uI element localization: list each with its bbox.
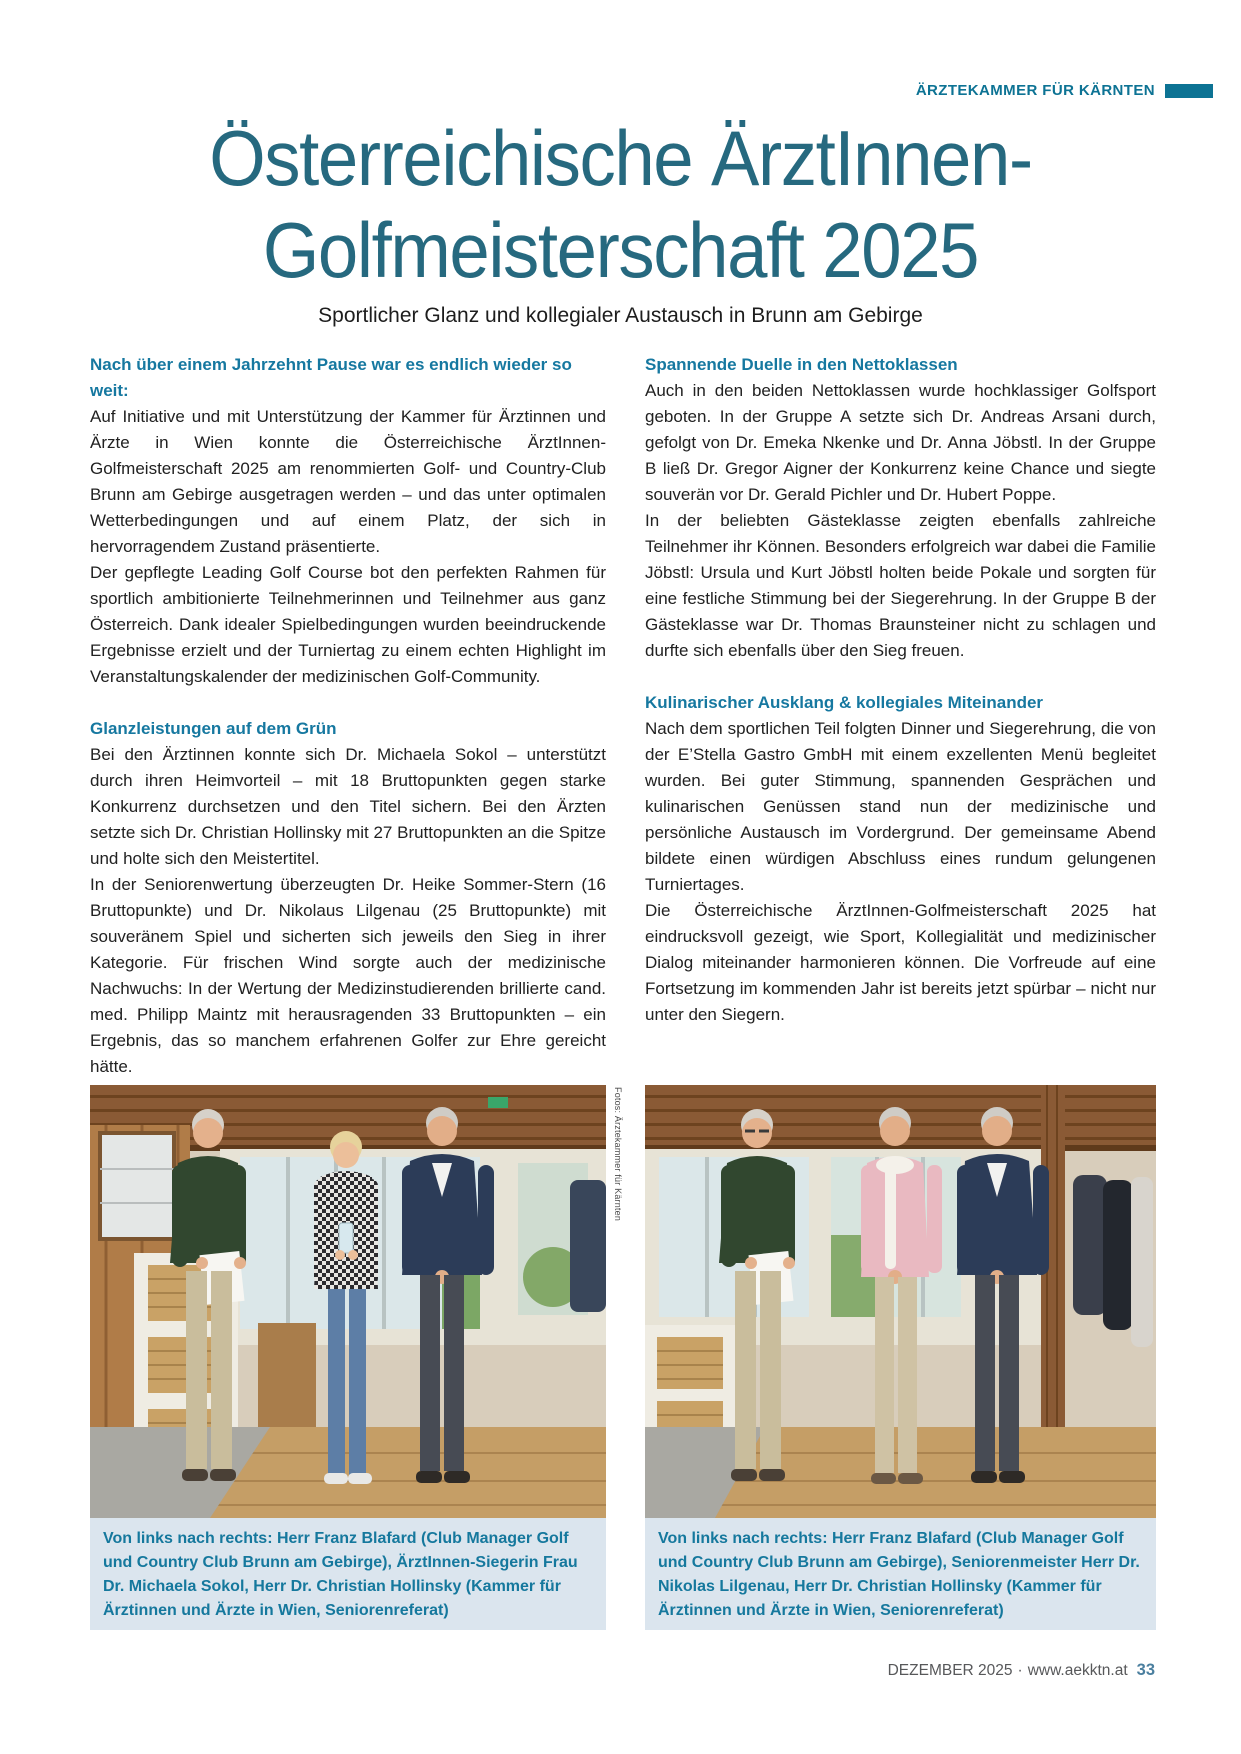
title-line-1: Österreichische ÄrztInnen- [209,114,1032,202]
lede-text: Auf Initiative und mit Unterstützung der Kammer für Ärztinnen und Ärzte in Wien konnte die Österreichische ÄrztInnen-Golfmeisterschaft 2025 am renommierten Golf- und Country-Club Brunn am Gebirge ausgetragen werden – und das unter optimalen Wetterbedingungen und auf einem Platz, der sich in hervorragendem Zustand präsentierte. [90,407,606,556]
caption-right-text: Von links nach rechts: Herr Franz Blafard (Club Manager Golf und Country Club Brunn am Gebirge), Seniorenmeister Herr Dr. Nikolas Lilgenau, Herr Dr. Christian Hollinsky (Kammer für Ärztinnen und Ärzte in Wien, Seniorenreferat) [658,1530,1140,1619]
title-line-2: Golfmeisterschaft 2025 [262,206,979,294]
page-title [43,112,1197,296]
paragraph-nettoklassen: Auch in den beiden Nettoklassen wurde hochklassiger Golfsport geboten. In der Gruppe A setzte sich Dr. Andreas Arsani durch, gefolgt von Dr. Emeka Nkenke und Dr. Anna Jöbstl. In der Gruppe B ließ Dr. Gregor Aigner der Konkurrenz keine Chance und siegte souverän vor Dr. Gerald Pichler und Dr. Hubert Poppe. [645,381,1156,504]
caption-left-box [90,1518,606,1630]
paragraph-golf-course: Der gepflegte Leading Golf Course bot den perfekten Rahmen für sportlich ambitionierte Teilnehmerinnen und Teilnehmer aus ganz Österreich. Dank idealer Spielbedingungen wurden beeindruckende Ergebnisse erzielt und der Turniertag zu einem echten Highlight im Veranstaltungskalender der medizinischen Golf-Community. [90,563,606,686]
left-column [90,352,606,1080]
footer-website: www.aekktn.at [1027,1662,1128,1679]
photo-credit: Fotos: Ärztekammer für Kärnten [613,1087,623,1222]
paragraph-seniorenwertung: In der Seniorenwertung überzeugten Dr. Heike Sommer-Stern (16 Bruttopunkte) und Dr. Nikolaus Lilgenau (25 Bruttopunkte) mit souveränem Spiel und sicherten sich jeweils den Sieg in ihrer Kategorie. Für frischen Wind sorgte auch der medizinische Nachwuchs: In der Wertung der Medizinstudierenden brillierte cand. med. Philipp Maintz mit herausragenden 33 Bruttopunkten – ein Ergebnis, das so manchem erfahrenen Golfer zur Ehre gereicht hätte. [90,875,606,1076]
subtitle: Sportlicher Glanz und kollegialer Austausch in Brunn am Gebirge [318,304,923,327]
paragraph-dinner: Nach dem sportlichen Teil folgten Dinner und Siegerehrung, die von der E’Stella Gastro GmbH mit einem exzellenten Menü begleitet wurden. Bei guter Stimmung, spannenden Gesprächen und kulinarischen Genüssen stand nun der medizinische und persönliche Austausch im Vordergrund. Der gemeinsame Abend bildete einen würdigen Abschluss eines rundum gelungenen Turniertages. [645,719,1156,894]
footer-page-number: 33 [1136,1661,1155,1679]
paragraph-gaesteklasse: In der beliebten Gästeklasse zeigten ebenfalls zahlreiche Teilnehmer ihr Können. Besonders erfolgreich war dabei die Familie Jöbstl: Ursula und Kurt Jöbstl holten beide Pokale und sorgten für eine festliche Stimmung bei der Siegerehrung. In der Gruppe B der Gästeklasse war Dr. Thomas Braunsteiner nicht zu schlagen und durfte sich ebenfalls über den Sieg freuen. [645,511,1156,660]
award-photo-left [90,1085,606,1518]
section-heading-nettoklassen: Spannende Duelle in den Nettoklassen [645,355,958,374]
photo-right-illustration [645,1085,1156,1518]
paragraph-meistertitel: Bei den Ärztinnen konnte sich Dr. Michaela Sokol – unterstützt durch ihren Heimvorteil – mit 18 Bruttopunkten gegen starke Konkurrenz durchsetzen und den Titel sichern. Bei den Ärzten setzte sich Dr. Christian Hollinsky mit 27 Bruttopunkten an die Spitze und holte sich den Meistertitel. [90,745,606,868]
award-photo-right [645,1085,1156,1518]
section-heading-kulinarik: Kulinarischer Ausklang & kollegiales Miteinander [645,693,1044,712]
footer-separator: · [1017,1662,1023,1679]
footer [888,1661,1155,1680]
section-heading-glanzleistungen: Glanzleistungen auf dem Grün [90,719,337,738]
right-column [645,352,1156,1028]
caption-left-text: Von links nach rechts: Herr Franz Blafard (Club Manager Golf und Country Club Brunn am Gebirge), ÄrztInnen-Siegerin Frau Dr. Michaela Sokol, Herr Dr. Christian Hollinsky (Kammer für Ärztinnen und Ärzte in Wien, Seniorenreferat) [103,1530,578,1619]
caption-right-box [645,1518,1156,1630]
photo-left-illustration [90,1085,606,1518]
kicker-label: ÄRZTEKAMMER FÜR KÄRNTEN [915,82,1155,99]
lede-paragraph [90,352,606,560]
accent-bar [1165,84,1213,98]
paragraph-fazit: Die Österreichische ÄrztInnen-Golfmeisterschaft 2025 hat eindrucksvoll gezeigt, wie Sport, Kollegialität und medizinischer Dialog miteinander harmonieren können. Die Vorfreude auf eine Fortsetzung im kommenden Jahr ist bereits jetzt spürbar – nicht nur unter den Siegern. [645,901,1156,1024]
lede-heading: Nach über einem Jahrzehnt Pause war es endlich wieder so weit: [90,355,572,400]
footer-issue: DEZEMBER 2025 [887,1662,1013,1679]
